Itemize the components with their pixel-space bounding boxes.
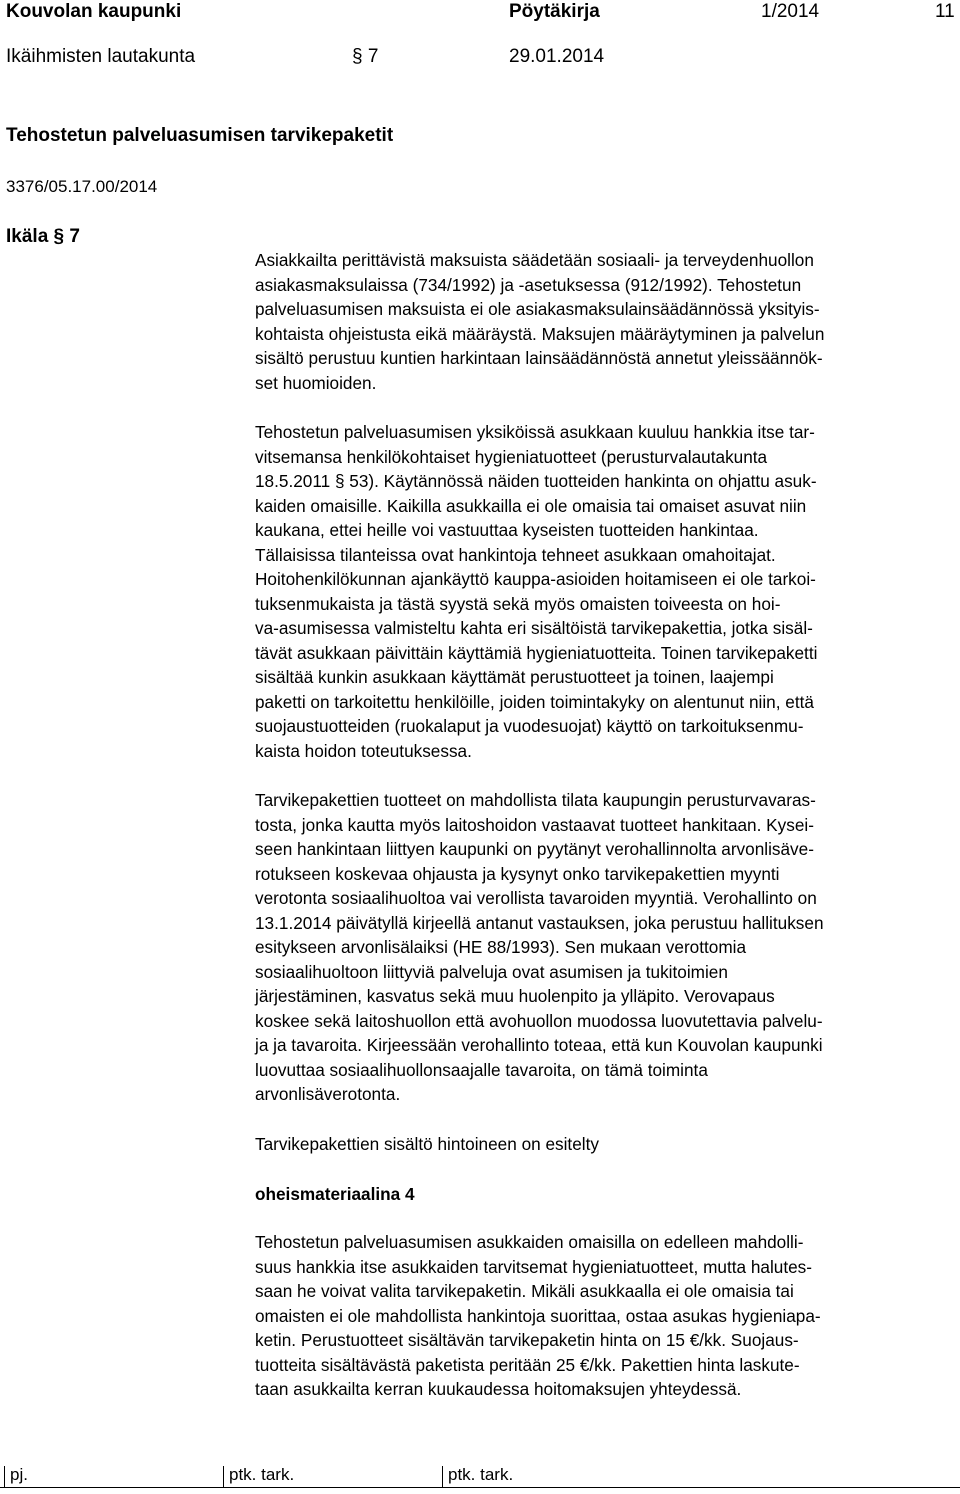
text-line: luovuttaa sosiaalihuollonsaajalle tavaroita, on tämä toiminta [255, 1059, 708, 1080]
text-line: kohtaista ohjeistusta eikä määräystä. Maksujen määräytyminen ja palvelun [255, 323, 825, 344]
text-line: arvonlisäverotonta. [255, 1084, 401, 1104]
text-line: tuotteita sisältävästä paketista peritään 25 €/kk. Pakettien hinta laskute- [255, 1354, 800, 1375]
text-line: vitsemansa henkilökohtaiset hygieniatuotteet (perusturvalautakunta [255, 446, 768, 467]
text-line: tuksenmukaista ja tästä syystä sekä myös omaisten toiveesta on hoi- [255, 593, 781, 614]
text-line: suus hankkia itse asukkaiden tarvitsemat hygieniatuotteet, mutta halutes- [255, 1256, 812, 1277]
text-line: koskee sekä laitoshuollon että avohuollon muodossa luovutettavia palvelu- [255, 1010, 823, 1031]
signature-field-divider [223, 1466, 224, 1487]
paragraph-hygiene-products [255, 420, 960, 763]
text-line: paketti on tarkoitettu henkilöille, joiden toimintakyky on alentunut niin, että [255, 691, 814, 712]
paragraph-tax-treatment [255, 788, 960, 1107]
text-line: verotonta sosiaalihuoltoa vai verollista tavaroiden myyntiä. Verohallinto on [255, 888, 817, 908]
text-line: Tällaisissa tilanteissa ovat hankintoja tehneet asukkaan omahoitajat. [255, 544, 776, 565]
text-line: Tehostetun palveluasumisen asukkaiden omaisilla on edelleen mahdolli- [255, 1232, 804, 1252]
text-line: tosta, jonka kautta myös laitoshoidon vastaavat tuotteet hankitaan. Kysei- [255, 814, 814, 835]
signature-field-divider [442, 1466, 443, 1487]
section-number: § 7 [352, 46, 379, 67]
text-line: asiakasmaksulaissa (734/1992) ja -asetuksessa (912/1992). Tehostetun [255, 274, 802, 295]
text-line: omaisten ei ole mahdollista hankintoja suorittaa, ostaa asukas hygieniapa- [255, 1305, 821, 1326]
text-line: sisältää kunkin asukkaan käyttämät perustuotteet ja toinen, laajempi [255, 667, 774, 687]
organization-name: Kouvolan kaupunki [6, 1, 182, 22]
text-line: kaukana, ettei heille voi vastuuttaa kyseisten tuotteiden hankintaa. [255, 520, 759, 540]
text-line: Asiakkailta perittävistä maksuista säädetään sosiaali- ja terveydenhuollon [255, 250, 814, 270]
text-line: Tehostetun palveluasumisen yksiköissä asukkaan kuuluu hankkia itse tar- [255, 422, 815, 442]
text-line: järjestäminen, kasvatus sekä muu huolenpito ja ylläpito. Verovapaus [255, 986, 775, 1006]
text-line: esitykseen arvonlisälaiksi (HE 88/1993). Sen mukaan verottomia [255, 937, 747, 957]
footer-rule [0, 1487, 960, 1488]
minutes-checker-label: ptk. tark. [448, 1465, 514, 1484]
text-line: taan asukkailta kerran kuukaudessa hoitomaksujen yhteydessä. [255, 1379, 742, 1399]
page-number: 11 [935, 1, 955, 22]
attachment-label: oheismateriaalina 4 [255, 1184, 415, 1204]
text-line: kaista hoidon toteutuksessa. [255, 740, 472, 761]
text-line: ja ja tavaroita. Kirjeessään verohallinto toteaa, että kun Kouvolan kaupunki [255, 1035, 823, 1055]
text-line: 18.5.2011 § 53). Käytännössä näiden tuotteiden hankinta on ohjattu asuk- [255, 471, 817, 491]
matter-title: Tehostetun palveluasumisen tarvikepaketit [6, 125, 394, 146]
issue-number: 1/2014 [761, 1, 820, 22]
paragraph-contents-reference [255, 1132, 960, 1157]
text-line: ketin. Perustuotteet sisältävän tarvikepaketin hinta on 15 €/kk. Suojaus- [255, 1330, 799, 1350]
text-line: Tarvikepakettien sisältö hintoineen on esitelty [255, 1134, 599, 1154]
text-line: va-asumisessa valmisteltu kahta eri sisältöistä tarvikepakettia, jotka sisäl- [255, 618, 813, 638]
meeting-date: 29.01.2014 [509, 46, 605, 67]
paragraph-pricing [255, 1230, 960, 1402]
attachment-reference [255, 1182, 960, 1207]
text-line: sisältö perustuu kuntien harkintaan lainsäädännöstä annetut yleissäännök- [255, 348, 823, 368]
text-line: sosiaalihuoltoon liittyviä palveluja ovat asumisen ja tukitoimien [255, 961, 728, 982]
text-line: suojaustuotteiden (ruokalaput ja vuodesuojat) käyttö on tarkoituksenmu- [255, 716, 804, 736]
chair-initials-label: pj. [10, 1465, 28, 1484]
text-line: Tarvikepakettien tuotteet on mahdollista tilata kaupungin perusturvavaras- [255, 790, 816, 810]
minutes-checker-label: ptk. tark. [229, 1465, 295, 1484]
paragraph-legal-basis [255, 248, 960, 395]
text-line: palveluasumisen maksuista ei ole asiakasmaksulainsäädännössä yksityis- [255, 299, 820, 319]
record-number: 3376/05.17.00/2014 [6, 177, 158, 196]
text-line: Hoitohenkilökunnan ajankäyttö kauppa-asioiden hoitamiseen ei ole tarkoi- [255, 569, 816, 589]
text-line: saan he voivat valita tarvikepaketin. Mikäli asukkaalla ei ole omaisia tai [255, 1281, 794, 1301]
text-line: seen hankintaan liittyen kaupunki on pyytänyt verohallinnolta arvonlisäve- [255, 839, 814, 859]
document-type: Pöytäkirja [509, 1, 600, 22]
text-line: set huomioiden. [255, 372, 377, 393]
text-line: tävät asukkaan päivittäin käyttämiä hygieniatuotteita. Toinen tarvikepaketti [255, 642, 818, 663]
matter-reference: Ikäla § 7 [6, 226, 80, 247]
board-name: Ikäihmisten lautakunta [6, 46, 196, 67]
text-line: kaiden omaisille. Kaikilla asukkailla ei ole omaisia tai omaiset asuvat niin [255, 495, 807, 516]
text-line: 13.1.2014 päivätyllä kirjeellä antanut vastauksen, joka perustuu hallituksen [255, 912, 824, 933]
text-line: rotukseen koskevaa ohjausta ja kysynyt onko tarvikepakettien myynti [255, 863, 780, 884]
signature-field-divider [4, 1466, 5, 1487]
